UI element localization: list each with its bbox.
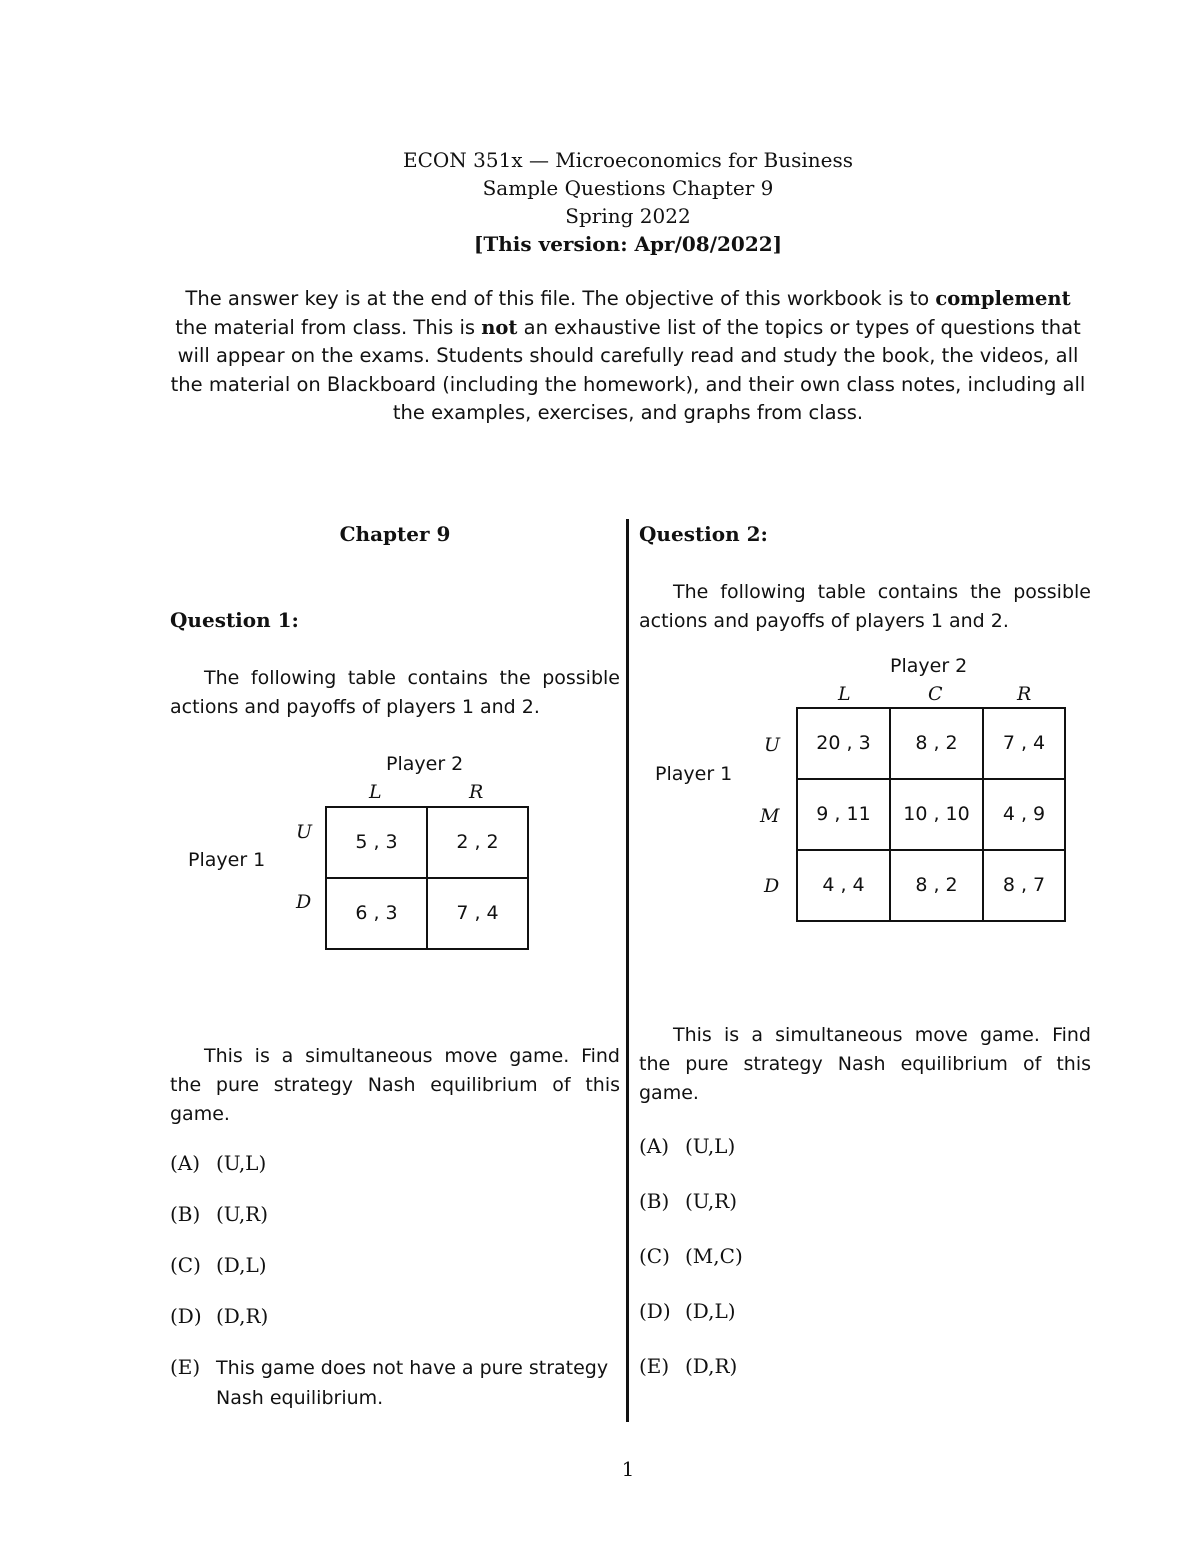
question-1-title: Question 1: [170, 608, 299, 632]
payoff-table-1 [325, 806, 529, 950]
payoff-cell: 8 , 2 [890, 850, 983, 921]
payoff-cell: 4 , 4 [797, 850, 890, 921]
row-label-u: U [296, 821, 313, 843]
table-row [326, 878, 528, 949]
option-a[interactable]: (A) (U,L) [639, 1134, 736, 1158]
option-e[interactable]: (E) This game does not have a pure strategy Nash equilibrium. [170, 1355, 609, 1409]
payoff-cell: 2 , 2 [427, 807, 528, 878]
option-c[interactable]: (C) (M,C) [639, 1244, 743, 1268]
emphasis-complement: complement [935, 287, 1071, 310]
term-label: Spring 2022 [565, 204, 691, 228]
document-subtitle: Sample Questions Chapter 9 [482, 176, 774, 200]
payoff-cell: 5 , 3 [326, 807, 427, 878]
row-label-m: M [760, 805, 780, 827]
right-column [639, 520, 1091, 1381]
payoff-cell: 8 , 2 [890, 708, 983, 779]
table-row [797, 708, 1065, 779]
question-2-intro: The following table contains the possible actions and payoffs of players 1 and 2. [639, 581, 1091, 632]
payoff-table-2 [796, 707, 1066, 922]
payoff-cell: 4 , 9 [983, 779, 1065, 850]
payoff-matrix-1 [170, 722, 620, 992]
payoff-matrix-2 [639, 636, 1091, 981]
row-label-d: D [764, 875, 780, 897]
option-b[interactable]: (B) (U,R) [639, 1189, 738, 1213]
column-label-l: L [369, 781, 382, 803]
question-2-title: Question 2: [639, 522, 768, 546]
player-1-label: Player 1 [655, 763, 733, 785]
question-2-text: This is a simultaneous move game. Find the pure strategy Nash equilibrium of this game. [639, 1024, 1091, 1104]
version-label: [This version: Apr/08/2022] [473, 232, 783, 256]
row-label-u: U [764, 734, 781, 756]
column-label-c: C [928, 683, 943, 705]
emphasis-not: not [481, 315, 518, 339]
table-row [797, 850, 1065, 921]
table-row [797, 779, 1065, 850]
payoff-cell: 9 , 11 [797, 779, 890, 850]
player-2-label: Player 2 [386, 753, 464, 775]
row-label-d: D [296, 891, 312, 913]
option-b[interactable]: (B) (U,R) [170, 1202, 269, 1226]
course-title: ECON 351x — Microeconomics for Business [402, 148, 854, 172]
question-1-intro: The following table contains the possible actions and payoffs of players 1 and 2. [170, 667, 620, 718]
question-1-text: This is a simultaneous move game. Find the pure strategy Nash equilibrium of this game. [170, 1045, 620, 1125]
payoff-cell: 7 , 4 [427, 878, 528, 949]
chapter-title: Chapter 9 [339, 522, 451, 546]
option-c[interactable]: (C) (D,L) [170, 1253, 267, 1277]
question-1-options [170, 1149, 620, 1413]
option-e[interactable]: (E) (D,R) [639, 1354, 738, 1378]
player-2-label: Player 2 [890, 655, 968, 677]
option-d[interactable]: (D) (D,R) [170, 1304, 269, 1328]
payoff-cell: 7 , 4 [983, 708, 1065, 779]
player-1-label: Player 1 [188, 849, 266, 871]
page-number: 1 [621, 1457, 635, 1481]
payoff-cell: 6 , 3 [326, 878, 427, 949]
option-a[interactable]: (A) (U,L) [170, 1151, 267, 1175]
option-d[interactable]: (D) (D,L) [639, 1299, 736, 1323]
question-2-options [639, 1132, 1091, 1381]
intro-paragraph: The answer key is at the end of this file. The objective of this workbook is to complement the material from class. This is not an exhaustive list of the topics or types of questions that will appear on the exams. Students should carefully read and study the book, the videos, all the material on Blackboard (including the homework), and their own class notes, including all the examples, exercises, and graphs from class. [170, 287, 1086, 424]
payoff-cell: 20 , 3 [797, 708, 890, 779]
column-label-r: R [469, 781, 484, 803]
column-divider [626, 519, 629, 1422]
payoff-cell: 8 , 7 [983, 850, 1065, 921]
document-header [0, 146, 1200, 258]
column-label-r: R [1017, 683, 1032, 705]
left-column [170, 520, 620, 1413]
payoff-cell: 10 , 10 [890, 779, 983, 850]
column-label-l: L [838, 683, 851, 705]
table-row [326, 807, 528, 878]
